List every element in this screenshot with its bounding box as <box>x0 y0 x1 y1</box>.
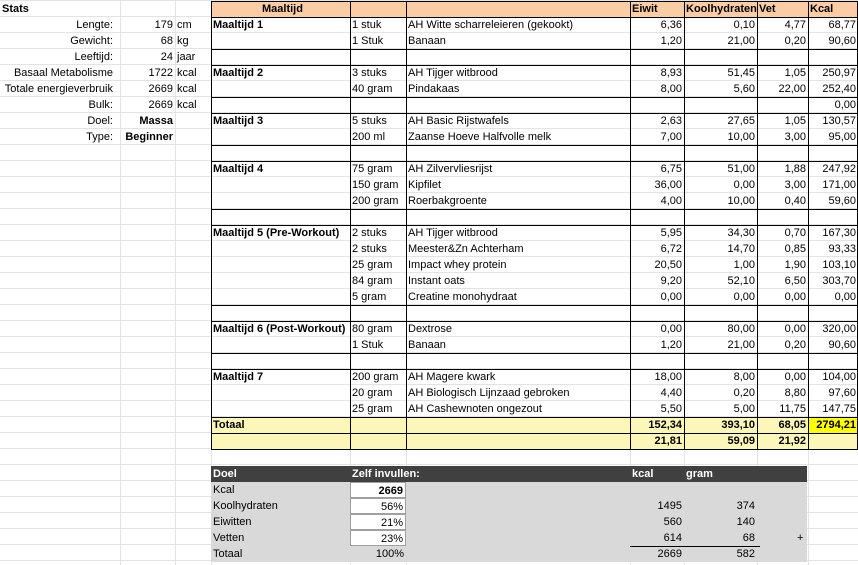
per-kg-carbs[interactable]: 59,09 <box>727 435 755 447</box>
goal-kcal: 1495 <box>657 500 682 512</box>
meal-name[interactable] <box>211 145 350 161</box>
food-quantity[interactable]: 5 gram <box>352 291 387 303</box>
fat-cell[interactable]: 0,70 <box>784 227 806 239</box>
protein-cell[interactable] <box>630 209 684 225</box>
stats-label: Gewicht: <box>70 35 113 47</box>
stats-value[interactable]: 1722 <box>148 67 173 79</box>
protein-cell[interactable] <box>630 353 684 369</box>
stats-value[interactable]: 179 <box>154 19 173 31</box>
goal-gram: 582 <box>736 548 755 560</box>
food-quantity[interactable] <box>350 353 406 369</box>
protein-cell[interactable]: 8,93 <box>660 67 682 79</box>
stats-value[interactable]: 68 <box>160 35 173 47</box>
fat-cell[interactable]: 22,00 <box>778 83 806 95</box>
stats-label: Basaal Metabolisme <box>13 67 113 79</box>
carbs-cell[interactable]: 0,00 <box>733 179 755 191</box>
goal-mark <box>795 482 807 498</box>
goal-gram: 374 <box>736 500 755 512</box>
border <box>211 113 858 114</box>
border <box>211 449 858 450</box>
protein-cell[interactable]: 4,00 <box>660 195 682 207</box>
goal-gram: 68 <box>742 532 755 544</box>
kcal-cell[interactable]: 103,10 <box>822 259 856 271</box>
stats-value[interactable]: 2669 <box>148 83 173 95</box>
fat-cell[interactable]: 8,80 <box>784 387 806 399</box>
kcal-cell[interactable] <box>808 209 858 225</box>
fat-cell[interactable]: 0,85 <box>784 243 806 255</box>
fat-cell[interactable] <box>757 305 808 321</box>
header-fat: Vet <box>759 3 776 15</box>
food-name[interactable] <box>406 209 630 225</box>
food-quantity[interactable]: 25 gram <box>352 259 393 271</box>
fat-cell[interactable]: 1,05 <box>784 67 806 79</box>
carbs-cell[interactable]: 21,00 <box>727 339 755 351</box>
kcal-cell[interactable] <box>808 49 858 65</box>
meal-name[interactable] <box>211 129 350 145</box>
carbs-cell[interactable] <box>684 49 757 65</box>
border <box>211 209 858 210</box>
food-name[interactable]: AH Zilvervliesrijst <box>408 163 493 175</box>
carbs-cell[interactable]: 8,00 <box>733 371 755 383</box>
stats-unit: jaar <box>177 51 196 63</box>
border <box>211 417 858 418</box>
food-name[interactable]: AH Cashewnoten ongezout <box>408 403 542 415</box>
meal-name[interactable] <box>211 177 350 193</box>
goal-gram: 140 <box>736 516 755 528</box>
carbs-cell[interactable]: 5,60 <box>733 83 755 95</box>
food-name[interactable]: Roerbakgroente <box>408 195 487 207</box>
meal-name[interactable]: Maaltijd 1 <box>213 19 264 31</box>
food-quantity[interactable]: 2 stuks <box>352 243 387 255</box>
meal-name[interactable] <box>211 305 350 321</box>
food-quantity[interactable] <box>350 97 406 113</box>
meal-name[interactable]: Maaltijd 3 <box>213 115 264 127</box>
kcal-cell[interactable]: 171,00 <box>822 179 856 191</box>
border <box>211 1 858 2</box>
header-meal: Maaltijd <box>262 3 303 15</box>
protein-cell[interactable]: 4,40 <box>660 387 682 399</box>
kcal-cell[interactable]: 250,97 <box>822 67 856 79</box>
goal-sum-line <box>630 546 760 547</box>
protein-cell[interactable]: 7,00 <box>660 131 682 143</box>
stats-label: Totale energieverbruik <box>4 83 113 95</box>
border <box>211 97 858 98</box>
kcal-cell[interactable]: 97,60 <box>828 387 856 399</box>
food-name[interactable]: Impact whey protein <box>408 259 507 271</box>
fat-cell[interactable]: 1,05 <box>784 115 806 127</box>
border <box>211 145 858 146</box>
kcal-cell[interactable]: 247,92 <box>822 163 856 175</box>
protein-cell[interactable]: 6,36 <box>660 19 682 31</box>
food-name[interactable] <box>406 145 630 161</box>
total-fat[interactable]: 68,05 <box>778 419 806 431</box>
goal-gram <box>684 482 757 498</box>
fat-cell[interactable]: 0,00 <box>784 323 806 335</box>
protein-cell[interactable] <box>630 305 684 321</box>
carbs-cell[interactable] <box>684 305 757 321</box>
carbs-cell[interactable]: 14,70 <box>727 243 755 255</box>
fat-cell[interactable]: 0,00 <box>784 371 806 383</box>
food-name[interactable] <box>406 353 630 369</box>
food-name[interactable] <box>406 49 630 65</box>
fat-cell[interactable]: 6,50 <box>784 275 806 287</box>
carbs-cell[interactable] <box>684 209 757 225</box>
goal-input[interactable]: 2669 <box>350 482 406 498</box>
total-label: Totaal <box>213 419 245 431</box>
carbs-cell[interactable]: 21,00 <box>727 35 755 47</box>
border <box>211 369 858 370</box>
meal-name[interactable] <box>211 49 350 65</box>
header-protein: Eiwit <box>632 3 658 15</box>
food-name[interactable]: Meester&Zn Achterham <box>408 243 524 255</box>
protein-cell[interactable] <box>630 145 684 161</box>
kcal-cell[interactable]: 93,33 <box>828 243 856 255</box>
stats-value[interactable]: Massa <box>139 115 173 127</box>
carbs-cell[interactable]: 10,00 <box>727 131 755 143</box>
carbs-cell[interactable]: 52,10 <box>727 275 755 287</box>
fat-cell[interactable] <box>757 49 808 65</box>
meal-name[interactable] <box>211 33 350 49</box>
meal-name[interactable] <box>211 337 350 353</box>
goal-label: Kcal <box>213 484 235 496</box>
food-quantity[interactable]: 75 gram <box>352 163 393 175</box>
goal-input: 100% <box>375 548 404 560</box>
food-quantity[interactable]: 200 gram <box>352 371 399 383</box>
meal-name[interactable] <box>211 273 350 289</box>
border <box>211 161 858 162</box>
goal-input[interactable]: 56% <box>350 498 406 514</box>
fat-cell[interactable]: 0,20 <box>784 339 806 351</box>
border <box>211 321 858 322</box>
kcal-cell[interactable] <box>808 353 858 369</box>
carbs-cell[interactable] <box>684 145 757 161</box>
food-quantity[interactable]: 5 stuks <box>352 115 387 127</box>
food-quantity[interactable]: 40 gram <box>352 83 393 95</box>
food-name[interactable]: Banaan <box>408 35 446 47</box>
kcal-cell[interactable] <box>808 145 858 161</box>
food-quantity[interactable]: 3 stuks <box>352 67 387 79</box>
carbs-cell[interactable]: 51,45 <box>727 67 755 79</box>
kcal-cell[interactable]: 59,60 <box>828 195 856 207</box>
border <box>211 433 858 434</box>
meal-name[interactable] <box>211 81 350 97</box>
fat-cell[interactable]: 3,00 <box>784 179 806 191</box>
carbs-cell[interactable]: 0,00 <box>733 291 755 303</box>
stats-unit <box>175 113 211 129</box>
per-kg-protein[interactable]: 21,81 <box>654 435 682 447</box>
stats-label: Type: <box>86 131 113 143</box>
goal-kcal: 560 <box>663 516 682 528</box>
food-quantity[interactable] <box>350 209 406 225</box>
food-quantity[interactable]: 2 stuks <box>352 227 387 239</box>
carbs-cell[interactable]: 0,10 <box>733 19 755 31</box>
food-name[interactable]: AH Witte scharreleieren (gekookt) <box>408 19 574 31</box>
food-quantity[interactable]: 150 gram <box>352 179 399 191</box>
protein-cell[interactable]: 2,63 <box>660 115 682 127</box>
kcal-cell[interactable]: 104,00 <box>822 371 856 383</box>
fat-cell[interactable]: 0,00 <box>784 291 806 303</box>
fat-cell[interactable]: 1,90 <box>784 259 806 271</box>
meal-name[interactable] <box>211 401 350 417</box>
total-protein[interactable]: 152,34 <box>648 419 682 431</box>
goal-gram-header: gram <box>686 468 713 480</box>
protein-cell[interactable]: 36,00 <box>654 179 682 191</box>
meal-name[interactable] <box>211 289 350 305</box>
stats-unit: kcal <box>177 83 197 95</box>
protein-cell[interactable]: 0,00 <box>660 323 682 335</box>
food-quantity[interactable]: 1 Stuk <box>352 339 384 351</box>
goal-label: Eiwitten <box>213 516 252 528</box>
food-name[interactable]: Zaanse Hoeve Halfvolle melk <box>408 131 552 143</box>
goal-input[interactable]: 21% <box>350 514 406 530</box>
protein-cell[interactable]: 6,72 <box>660 243 682 255</box>
total-carbs[interactable]: 393,10 <box>721 419 755 431</box>
carbs-cell[interactable] <box>684 353 757 369</box>
food-name[interactable]: Pindakaas <box>408 83 460 95</box>
meal-name[interactable]: Maaltijd 4 <box>213 163 264 175</box>
food-name[interactable]: Instant oats <box>408 275 465 287</box>
protein-cell[interactable]: 20,50 <box>654 259 682 271</box>
kcal-cell[interactable]: 252,40 <box>822 83 856 95</box>
kcal-cell[interactable]: 0,00 <box>834 291 856 303</box>
food-quantity[interactable]: 1 stuk <box>352 19 382 31</box>
fat-cell[interactable]: 11,75 <box>779 403 806 415</box>
stats-label: Leeftijd: <box>74 51 113 63</box>
meal-name[interactable]: Maaltijd 7 <box>213 371 264 383</box>
stats-unit: kcal <box>177 67 197 79</box>
stats-unit <box>175 129 211 145</box>
header-carbs: Koolhydraten <box>686 3 757 15</box>
protein-cell[interactable] <box>630 49 684 65</box>
protein-cell[interactable]: 1,20 <box>660 339 682 351</box>
protein-cell[interactable]: 5,95 <box>660 227 682 239</box>
goal-title: Doel <box>213 468 237 480</box>
goal-input-header: Zelf invullen: <box>352 468 420 480</box>
stats-unit: cm <box>177 19 192 31</box>
food-name[interactable]: AH Magere kwark <box>408 371 496 383</box>
goal-label: Totaal <box>213 548 243 560</box>
kcal-cell[interactable] <box>808 305 858 321</box>
stats-unit: kg <box>177 35 189 47</box>
carbs-cell[interactable]: 27,65 <box>727 115 755 127</box>
meal-name[interactable]: Maaltijd 5 (Pre-Workout) <box>213 227 340 239</box>
meal-name[interactable] <box>211 193 350 209</box>
carbs-cell[interactable]: 80,00 <box>727 323 755 335</box>
carbs-cell[interactable]: 5,00 <box>733 403 755 415</box>
food-name[interactable] <box>406 97 630 113</box>
protein-cell[interactable]: 18,00 <box>654 371 682 383</box>
food-quantity[interactable]: 200 ml <box>352 131 386 143</box>
meal-name[interactable] <box>211 385 350 401</box>
fat-cell[interactable]: 4,77 <box>784 19 806 31</box>
stats-label: Bulk: <box>88 99 113 111</box>
protein-cell[interactable]: 9,20 <box>660 275 682 287</box>
kcal-cell[interactable]: 320,00 <box>822 323 856 335</box>
protein-cell[interactable]: 5,50 <box>660 403 682 415</box>
goal-kcal-header: kcal <box>632 468 654 480</box>
food-quantity[interactable]: 84 gram <box>352 275 393 287</box>
goal-mark <box>795 546 807 562</box>
food-name[interactable]: AH Biologisch Lijnzaad gebroken <box>408 387 570 399</box>
fat-cell[interactable]: 1,88 <box>784 163 806 175</box>
food-name[interactable]: AH Tijger witbrood <box>408 227 498 239</box>
stats-title: Stats <box>2 3 29 15</box>
meal-name[interactable] <box>211 257 350 273</box>
kcal-cell[interactable]: 68,77 <box>828 19 856 31</box>
fat-cell[interactable] <box>757 353 808 369</box>
carbs-cell[interactable]: 0,20 <box>733 387 755 399</box>
carbs-cell[interactable] <box>684 97 757 113</box>
protein-cell[interactable]: 8,00 <box>660 83 682 95</box>
stats-value[interactable]: Beginner <box>125 131 173 143</box>
gridline <box>0 464 858 465</box>
meal-name[interactable] <box>211 209 350 225</box>
border <box>211 225 858 226</box>
header-kcal: Kcal <box>810 3 834 15</box>
kcal-cell[interactable]: 147,75 <box>822 403 856 415</box>
fat-cell[interactable]: 0,20 <box>784 35 806 47</box>
stats-label: Doel: <box>87 115 113 127</box>
meal-name[interactable]: Maaltijd 6 (Post-Workout) <box>213 323 346 335</box>
food-quantity[interactable] <box>350 145 406 161</box>
carbs-cell[interactable]: 10,00 <box>727 195 755 207</box>
kcal-cell[interactable]: 0,00 <box>834 99 856 111</box>
kcal-cell[interactable]: 167,30 <box>822 227 856 239</box>
food-quantity[interactable] <box>350 305 406 321</box>
food-quantity[interactable]: 20 gram <box>352 387 393 399</box>
total-kcal[interactable]: 2794,21 <box>816 419 856 431</box>
per-kg-fat[interactable]: 21,92 <box>778 435 806 447</box>
protein-cell[interactable]: 6,75 <box>660 163 682 175</box>
food-name[interactable]: Banaan <box>408 339 446 351</box>
food-name[interactable] <box>406 305 630 321</box>
stats-value[interactable]: 2669 <box>148 99 173 111</box>
goal-kcal <box>630 482 684 498</box>
food-quantity[interactable]: 80 gram <box>352 323 393 335</box>
food-name[interactable]: Creatine monohydraat <box>408 291 517 303</box>
food-quantity[interactable] <box>350 49 406 65</box>
food-quantity[interactable]: 25 gram <box>352 403 393 415</box>
goal-mark <box>795 514 807 530</box>
protein-cell[interactable]: 0,00 <box>660 291 682 303</box>
carbs-cell[interactable]: 34,30 <box>727 227 755 239</box>
fat-cell[interactable] <box>757 145 808 161</box>
meal-name[interactable] <box>211 97 350 113</box>
food-name[interactable]: AH Basic Rijstwafels <box>408 115 509 127</box>
border <box>211 305 858 306</box>
food-name[interactable]: Dextrose <box>408 323 453 335</box>
goal-kcal: 2669 <box>657 548 682 560</box>
carbs-cell[interactable]: 51,00 <box>727 163 755 175</box>
border <box>211 65 858 66</box>
food-name[interactable]: Kipfilet <box>408 179 442 191</box>
carbs-cell[interactable]: 1,00 <box>733 259 755 271</box>
border <box>211 353 858 354</box>
meal-name[interactable]: Maaltijd 2 <box>213 67 264 79</box>
kcal-cell[interactable]: 90,60 <box>828 35 856 47</box>
kcal-cell[interactable]: 130,57 <box>822 115 856 127</box>
stats-unit: kcal <box>177 99 197 111</box>
goal-label: Koolhydraten <box>213 500 278 512</box>
kcal-cell[interactable]: 303,70 <box>822 275 856 287</box>
fat-cell[interactable]: 0,40 <box>784 195 806 207</box>
stats-label: Lengte: <box>76 19 113 31</box>
kcal-cell[interactable]: 90,60 <box>828 339 856 351</box>
stats-value[interactable]: 24 <box>160 51 173 63</box>
fat-cell[interactable] <box>757 209 808 225</box>
goal-mark: + <box>797 532 804 544</box>
border <box>211 17 858 18</box>
protein-cell[interactable]: 1,20 <box>660 35 682 47</box>
meal-name[interactable] <box>211 353 350 369</box>
protein-cell[interactable] <box>630 97 684 113</box>
food-quantity[interactable]: 200 gram <box>352 195 399 207</box>
kcal-cell[interactable]: 95,00 <box>828 131 856 143</box>
fat-cell[interactable]: 3,00 <box>784 131 806 143</box>
goal-mark <box>795 498 807 514</box>
goal-input[interactable]: 23% <box>350 530 406 546</box>
food-quantity[interactable]: 1 Stuk <box>352 35 384 47</box>
fat-cell[interactable] <box>757 97 808 113</box>
goal-kcal: 614 <box>663 532 682 544</box>
border <box>211 49 858 50</box>
goal-label: Vetten <box>213 532 245 544</box>
food-name[interactable]: AH Tijger witbrood <box>408 67 498 79</box>
meal-name[interactable] <box>211 241 350 257</box>
